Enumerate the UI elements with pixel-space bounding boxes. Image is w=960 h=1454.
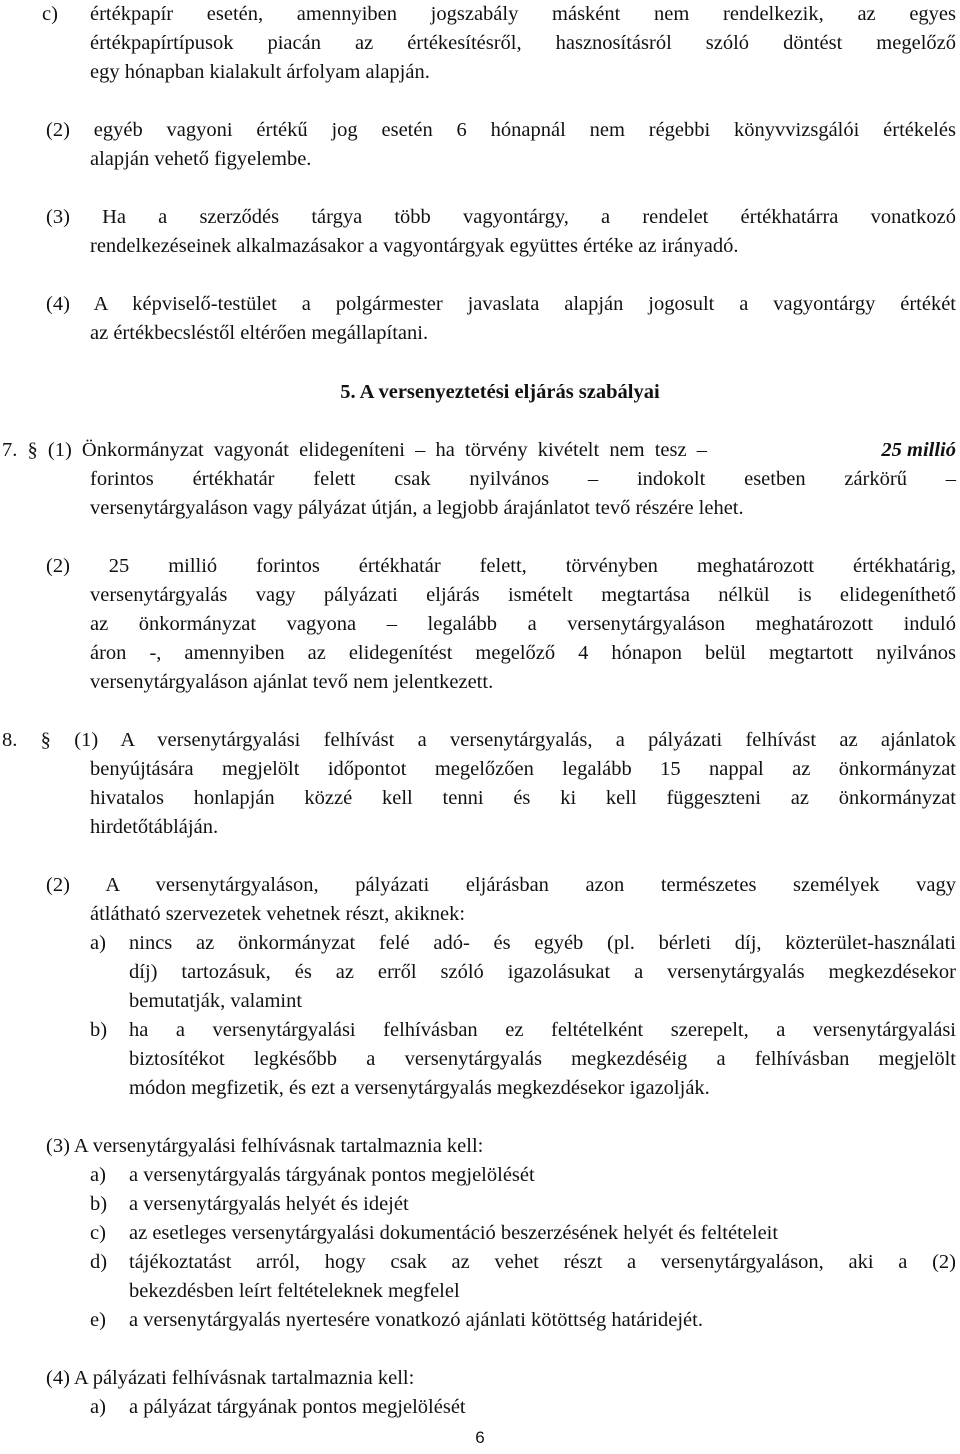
item-label: e) — [90, 1309, 106, 1331]
text-line: (3) Ha a szerződés tárgya több vagyontárgy, a rendelet értékhatárra vonatkozó — [46, 206, 956, 228]
text-line: versenytárgyaláson ajánlat tevő nem jelentkezett. — [90, 671, 494, 693]
text-line: rendelkezéseinek alkalmazásakor a vagyontárgyak együttes értéke az irányadó. — [90, 235, 739, 257]
text-line: (2) egyéb vagyoni értékű jog esetén 6 hónapnál nem régebbi könyvvizsgálói értékelés — [46, 119, 956, 141]
text-line: a pályázat tárgyának pontos megjelölését — [129, 1396, 466, 1418]
text-line: (3) A versenytárgyalási felhívásnak tartalmaznia kell: — [46, 1135, 484, 1157]
text-line: a versenytárgyalás nyertesére vonatkozó ajánlati kötöttség határidejét. — [129, 1309, 703, 1331]
item-label: b) — [90, 1193, 108, 1215]
text-line: 8. § (1) A versenytárgyalási felhívást a versenytárgyalás, a pályázati felhívást az ajánlatok — [2, 729, 956, 751]
text-line: (2) A versenytárgyaláson, pályázati eljárásban azon természetes személyek vagy — [46, 874, 956, 896]
text-line: értékpapír esetén, amennyiben jogszabály másként nem rendelkezik, az egyes — [90, 3, 956, 25]
item-label: a) — [90, 932, 106, 954]
text-line: versenytárgyalás vagy pályázati eljárás ismételt megtartása nélkül is elidegeníthető — [90, 584, 956, 606]
text-line — [2, 436, 956, 465]
text-line: hivatalos honlapján közzé kell tenni és ki kell függeszteni az önkormányzat — [90, 787, 956, 809]
text-line: hirdetőtábláján. — [90, 816, 219, 838]
item-label: b) — [90, 1019, 108, 1041]
item-label: a) — [90, 1164, 106, 1186]
section-heading: 5. A versenyeztetési eljárás szabályai — [340, 381, 660, 403]
text-line: (4) A pályázati felhívásnak tartalmaznia kell: — [46, 1367, 415, 1389]
text-line: ha a versenytárgyalási felhívásban ez feltételként szerepelt, a versenytárgyalási — [129, 1019, 956, 1041]
text-line: a versenytárgyalás tárgyának pontos megjelölését — [129, 1164, 535, 1186]
item-label: c) — [42, 3, 58, 25]
emphasis-text: 25 millió — [881, 439, 956, 461]
text-line: az önkormányzat vagyona – legalább a versenytárgyaláson meghatározott induló — [90, 613, 956, 635]
text-line: értékpapírtípusok piacán az értékesítésről, hasznosításról szóló döntést megelőző — [90, 32, 956, 54]
text-line: bemutatják, valamint — [129, 990, 303, 1012]
item-label: a) — [90, 1396, 106, 1418]
text-line: alapján vehető figyelembe. — [90, 148, 312, 170]
text-line: forintos értékhatár felett csak nyilvános – indokolt esetben zárkörű – — [90, 468, 956, 490]
text-line: átlátható szervezetek vehetnek részt, akiknek: — [90, 903, 466, 925]
text-line: egy hónapban kialakult árfolyam alapján. — [90, 61, 430, 83]
text-line: tájékoztatást arról, hogy csak az vehet részt a versenytárgyaláson, aki a (2) — [129, 1251, 956, 1273]
text-line: a versenytárgyalás helyét és idejét — [129, 1193, 409, 1215]
text-line: benyújtására megjelölt időpontot megelőzően legalább 15 nappal az önkormányzat — [90, 758, 956, 780]
page-number: 6 — [475, 1428, 485, 1447]
text-line: áron -, amennyiben az elidegenítést megelőző 4 hónapon belül megtartott nyilvános — [90, 642, 956, 664]
text-line: díj) tartozásuk, és az erről szóló igazolásukat a versenytárgyalás megkezdésekor — [129, 961, 956, 983]
item-label: c) — [90, 1222, 106, 1244]
text-line: nincs az önkormányzat felé adó- és egyéb (pl. bérleti díj, közterület-használati — [129, 932, 956, 954]
text-line: az esetleges versenytárgyalási dokumentáció beszerzésének helyét és feltételeit — [129, 1222, 779, 1244]
text-line: bekezdésben leírt feltételeknek megfelel — [129, 1280, 460, 1302]
text-line: az értékbecsléstől eltérően megállapítani. — [90, 322, 429, 344]
text-line: (4) A képviselő-testület a polgármester javaslata alapján jogosult a vagyontárgy értékét — [46, 293, 956, 315]
text-line: biztosítékot legkésőbb a versenytárgyalás megkezdéséig a felhívásban megjelölt — [129, 1048, 956, 1070]
item-label: d) — [90, 1251, 108, 1273]
text-line: módon megfizetik, és ezt a versenytárgyalás megkezdésekor igazolják. — [129, 1077, 710, 1099]
text-line: (2) 25 millió forintos értékhatár felett, törvényben meghatározott értékhatárig, — [46, 555, 956, 577]
text-segment: 7. § (1) Önkormányzat vagyonát elidegeníteni – ha törvény kivételt nem tesz – — [2, 439, 707, 461]
text-line: versenytárgyaláson vagy pályázat útján, a legjobb árajánlatot tevő részére lehet. — [90, 497, 744, 519]
